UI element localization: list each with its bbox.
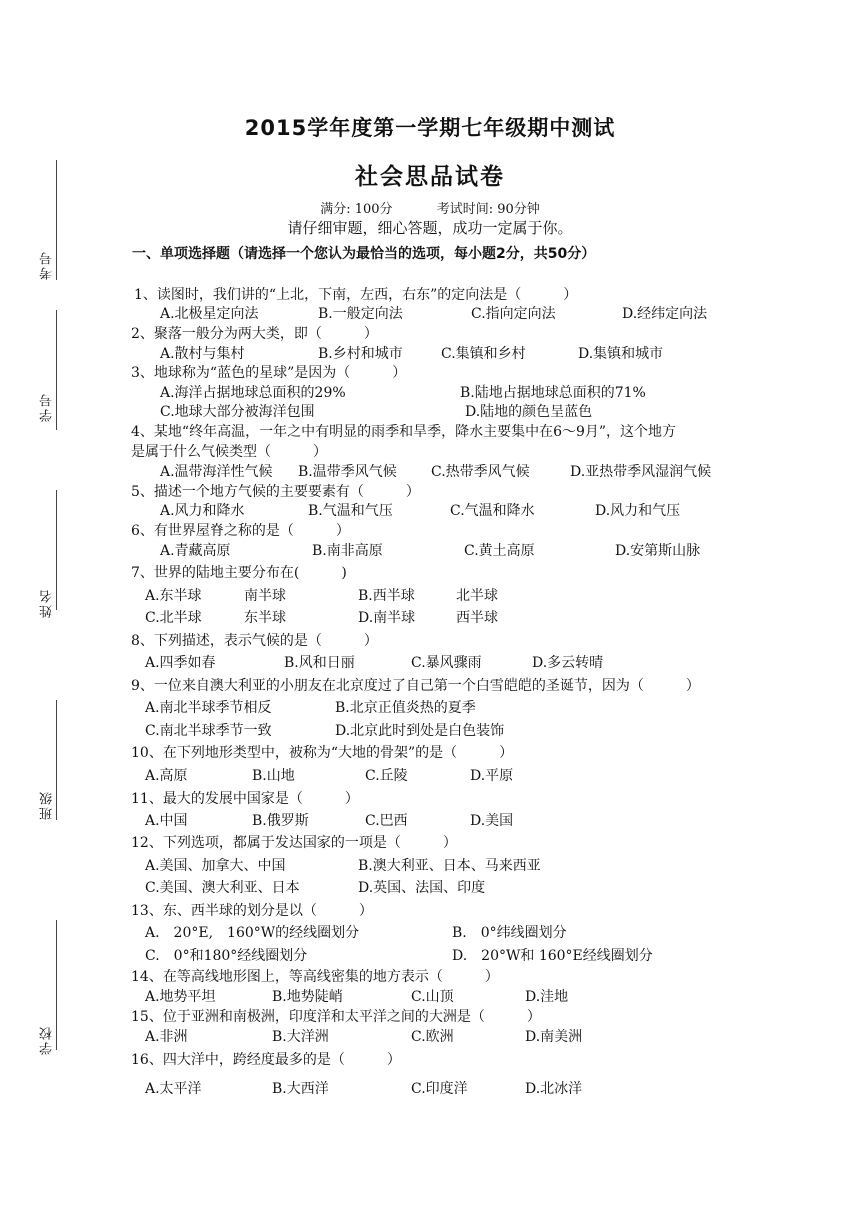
question-option: A.中国 <box>145 813 188 829</box>
question-option: B.澳大利亚、日本、马来西亚 <box>358 858 541 874</box>
question-option: D.北京此时到处是白色装饰 <box>335 723 505 739</box>
question-option: A.青藏高原 <box>160 543 231 559</box>
question-option: B.温带季风气候 <box>298 464 397 480</box>
score-label: 满分: 100分 <box>320 202 393 217</box>
question-stem: 3、地球称为“蓝色的星球”是因为（ ） <box>131 365 407 381</box>
question-option: A.东半球 <box>145 588 202 604</box>
question-option: D.多云转晴 <box>532 655 604 671</box>
question-option: D.陆地的颜色呈蓝色 <box>465 404 593 420</box>
question-option: D.南美洲 <box>525 1029 583 1045</box>
question-option: D.北冰洋 <box>525 1081 583 1097</box>
question-stem: 5、描述一个地方气候的主要要素有（ ） <box>131 484 420 500</box>
question-option: C.地球大部分被海洋包围 <box>160 404 315 420</box>
question-option: A.非洲 <box>145 1029 188 1045</box>
question-option: B.南非高原 <box>312 543 383 559</box>
question-option: C.美国、澳大利亚、日本 <box>145 880 300 896</box>
margin-label-school: 学校 <box>40 1025 55 1055</box>
question-option: A.温带海洋性气候 <box>160 464 273 480</box>
question-option: B.北京正值炎热的夏季 <box>335 700 476 716</box>
question-option: D.平原 <box>470 768 514 784</box>
question-option: D. 20°W和 160°E经线圈划分 <box>452 948 653 964</box>
question-option: A.美国、加拿大、中国 <box>145 858 286 874</box>
question-option: C.暴风骤雨 <box>411 655 482 671</box>
question-option: D.风力和气压 <box>595 503 681 519</box>
question-option: C.山顶 <box>411 989 454 1005</box>
question-option: B.西半球 <box>358 588 415 604</box>
question-stem: 16、四大洋中，跨经度最多的是（ ） <box>131 1052 401 1068</box>
question-stem: 9、一位来自澳大利亚的小朋友在北京度过了自己第一个白雪皑皑的圣诞节，因为（ ） <box>131 678 700 694</box>
question-stem: 8、下列描述，表示气候的是（ ） <box>131 633 378 649</box>
question-stem: 2、聚落一般分为两大类，即（ ） <box>131 326 378 342</box>
question-option: A.海洋占据地球总面积的29% <box>160 385 346 401</box>
question-option: C.南北半球季节一致 <box>145 723 272 739</box>
question-option: C. 0°和180°经线圈划分 <box>145 948 308 964</box>
question-option: B.陆地占据地球总面积的71% <box>460 385 646 401</box>
time-label: 考试时间: 90分钟 <box>436 202 540 217</box>
exam-motto: 请仔细审题，细心答题，成功一定属于你。 <box>287 219 573 237</box>
question-stem: 15、位于亚洲和南极洲，印度洋和太平洋之间的大洲是（ ） <box>131 1009 541 1025</box>
question-option: A.地势平坦 <box>145 989 216 1005</box>
question-stem: 4、某地“终年高温，一年之中有明显的雨季和旱季，降水主要集中在6～9月”，这个地方 <box>131 424 677 440</box>
question-option: C.指向定向法 <box>471 306 556 322</box>
question-option: C.气温和降水 <box>450 503 535 519</box>
question-option: B.一般定向法 <box>318 306 403 322</box>
question-stem: 11、最大的发展中国家是（ ） <box>131 791 359 807</box>
question-option: C.巴西 <box>365 813 408 829</box>
question-option: D.南半球 <box>358 610 416 626</box>
question-option: A.太平洋 <box>145 1081 202 1097</box>
question-option: C.欧洲 <box>411 1029 454 1045</box>
question-option: A. 20°E, 160°W的经线圈划分 <box>145 925 360 941</box>
question-option-secondary: 南半球 <box>244 588 286 604</box>
question-option: C.丘陵 <box>365 768 408 784</box>
margin-label-class: 班级 <box>40 790 55 820</box>
question-option: B.大西洋 <box>272 1081 329 1097</box>
exam-subtitle: 社会思品试卷 <box>355 164 505 190</box>
question-option: D.英国、法国、印度 <box>358 880 486 896</box>
question-option: C.印度洋 <box>411 1081 468 1097</box>
question-option: B.地势陡峭 <box>272 989 343 1005</box>
question-option: A.风力和降水 <box>160 503 245 519</box>
question-option: C.北半球 <box>145 610 202 626</box>
question-option: D.美国 <box>470 813 514 829</box>
margin-label-exam-no: 考号 <box>40 250 55 280</box>
question-option: D.经纬定向法 <box>622 306 708 322</box>
question-stem: 7、世界的陆地主要分布在( ) <box>131 565 347 581</box>
question-option: B.风和日丽 <box>284 655 355 671</box>
question-option: B.乡村和城市 <box>318 346 403 362</box>
section-heading: 一、单项选择题（请选择一个您认为最恰当的选项，每小题2分，共50分） <box>132 246 596 262</box>
question-stem: 13、东、西半球的划分是以（ ） <box>131 903 373 919</box>
question-option: D.集镇和城市 <box>578 346 664 362</box>
question-option: D.亚热带季风湿润气候 <box>570 464 712 480</box>
exam-title: 2015学年度第一学期七年级期中测试 <box>244 116 616 140</box>
question-option: B. 0°纬线圈划分 <box>452 925 567 941</box>
margin-label-student-no: 学号 <box>40 392 55 422</box>
question-option: B.气温和气压 <box>308 503 393 519</box>
exam-meta <box>0 198 860 217</box>
question-option: A.高原 <box>145 768 188 784</box>
question-option: B.俄罗斯 <box>252 813 309 829</box>
question-option-secondary: 西半球 <box>456 610 498 626</box>
question-option: A.北极星定向法 <box>160 306 259 322</box>
question-stem: 1、读图时，我们讲的“上北，下南，左西，右东”的定向法是（ ） <box>134 287 578 303</box>
question-option: B.山地 <box>252 768 295 784</box>
question-stem: 6、有世界屋脊之称的是（ ） <box>131 523 350 539</box>
question-option: D.安第斯山脉 <box>615 543 701 559</box>
question-option: B.大洋洲 <box>272 1029 329 1045</box>
question-option: D.洼地 <box>525 989 569 1005</box>
question-stem: 12、下列选项，都属于发达国家的一项是（ ） <box>131 835 457 851</box>
question-stem: 10、在下列地形类型中，被称为“大地的骨架”的是（ ） <box>131 745 514 761</box>
question-option: A.四季如春 <box>145 655 216 671</box>
question-option-secondary: 东半球 <box>244 610 286 626</box>
question-option: C.热带季风气候 <box>431 464 530 480</box>
question-option: C.集镇和乡村 <box>441 346 526 362</box>
question-option: A.散村与集村 <box>160 346 245 362</box>
question-option-secondary: 北半球 <box>456 588 498 604</box>
question-stem: 14、在等高线地形图上，等高线密集的地方表示（ ） <box>131 969 499 985</box>
question-option: C.黄土高原 <box>464 543 535 559</box>
margin-label-name: 姓名 <box>40 588 55 618</box>
question-stem-continued: 是属于什么气候类型（ ） <box>131 444 327 460</box>
question-option: A.南北半球季节相反 <box>145 700 272 716</box>
